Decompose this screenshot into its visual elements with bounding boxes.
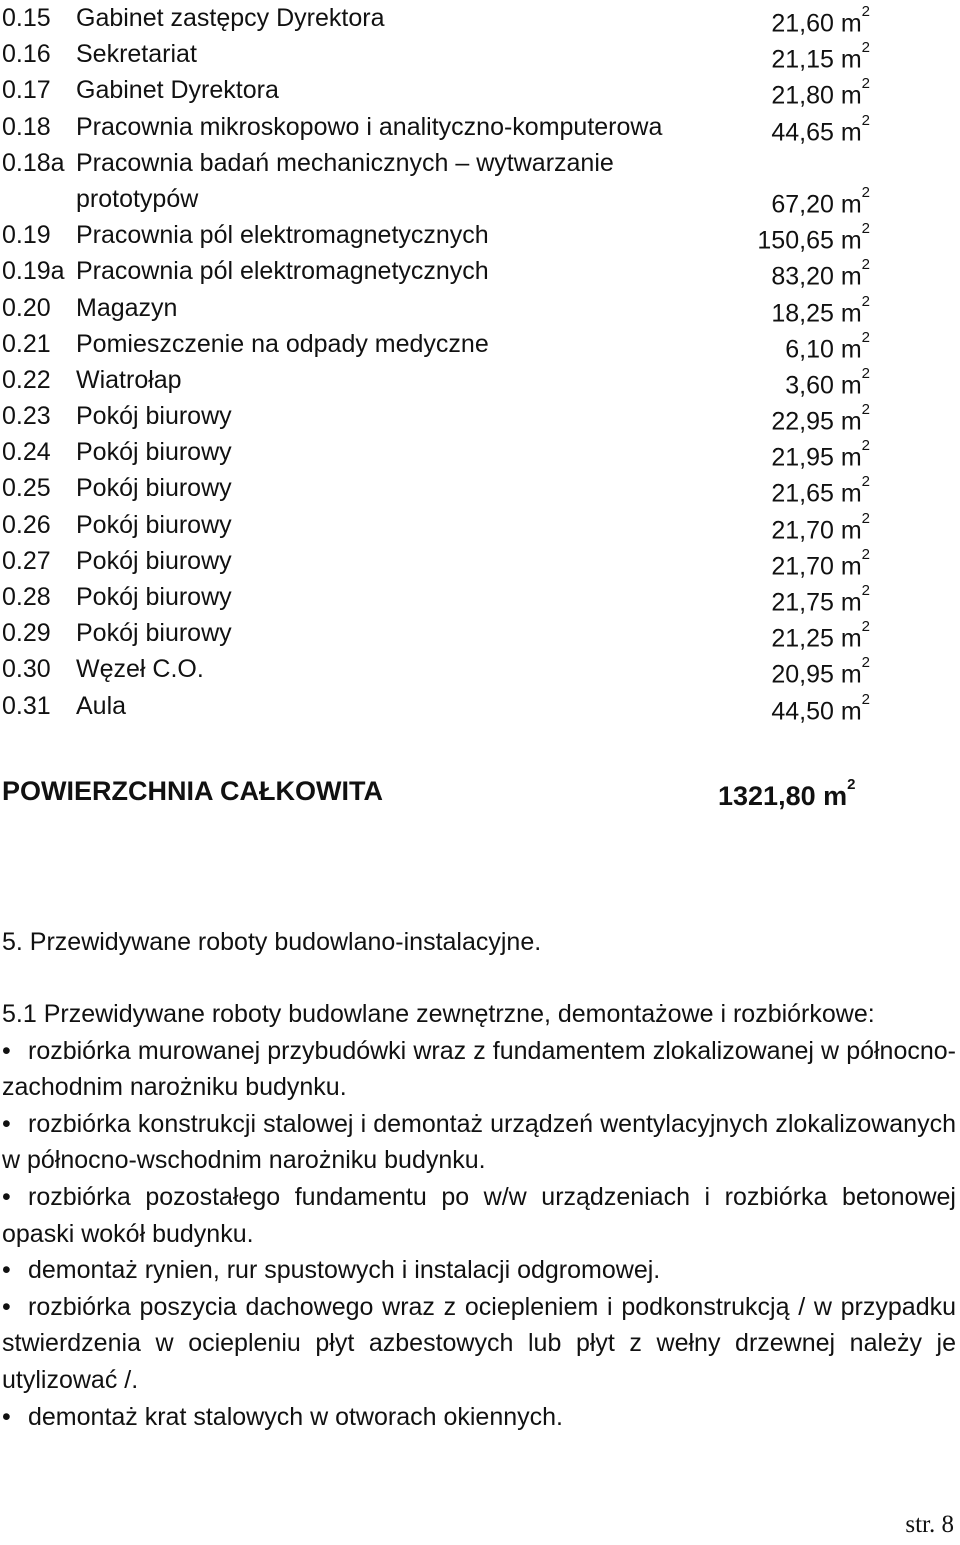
room-number: 0.26	[2, 510, 51, 539]
room-area: 21,80 $m^2$	[771, 75, 870, 110]
room-name: Pokój biurowy	[76, 402, 232, 431]
room-row	[0, 326, 900, 362]
room-row	[0, 615, 900, 651]
room-row	[0, 651, 900, 687]
room-row	[0, 253, 900, 289]
room-name: Pracownia badań mechanicznych – wytwarzanie	[76, 148, 614, 177]
room-name: Magazyn	[76, 293, 178, 322]
room-name: Aula	[76, 691, 127, 720]
room-area: 21,25 $m^2$	[771, 618, 870, 653]
room-area: 21,70 $m^2$	[771, 545, 870, 581]
section-body	[2, 996, 956, 1435]
room-name: Pracownia pól elektromagnetycznych	[76, 257, 489, 286]
room-number: 0.22	[2, 365, 51, 394]
bullet-item	[2, 1399, 956, 1436]
room-area: 67,20 $m^2$	[771, 183, 870, 219]
room-name: Pokój biurowy	[76, 546, 232, 575]
room-name: Pracownia mikroskopowo i analityczno-komputerowa	[76, 112, 663, 141]
bullet-item	[2, 1289, 956, 1399]
room-area: 21,75 $m^2$	[771, 582, 870, 617]
room-number: 0.28	[2, 583, 51, 611]
room-row	[0, 398, 900, 434]
room-row	[0, 688, 900, 724]
room-row	[0, 145, 900, 181]
room-name: Pokój biurowy	[76, 474, 232, 503]
room-area: 44,65 $m^2$	[771, 111, 870, 146]
room-number: 0.24	[2, 438, 51, 467]
bullet-symbol: •	[2, 1256, 11, 1285]
total-area-label: POWIERZCHNIA CAŁKOWITA	[2, 776, 383, 806]
room-area: 6,10 $m^2$	[785, 328, 870, 364]
room-number: 0.15	[2, 4, 51, 32]
room-area: 18,25 $m^2$	[771, 292, 870, 327]
room-number: 0.31	[2, 691, 51, 720]
room-area: 150,65 $m^2$	[757, 220, 870, 255]
room-name: Gabinet Dyrektora	[76, 76, 279, 105]
section-intro: 5.1 Przewidywane roboty budowlane zewnętrzne, demontażowe i rozbiórkowe:	[2, 1000, 875, 1028]
room-number: 0.29	[2, 619, 51, 648]
bullet-item	[2, 1106, 956, 1179]
bullet-symbol: •	[2, 1402, 11, 1431]
page-number: str. 8	[905, 1511, 954, 1538]
room-number: 0.18	[2, 112, 51, 141]
bullet-text: rozbiórka pozostałego fundamentu po w/w urządzeniach i rozbiórka betonowej opaski wokół budynku.	[2, 1182, 956, 1248]
room-row	[0, 362, 900, 398]
room-row	[0, 0, 900, 36]
room-number: 0.19a	[2, 257, 65, 286]
room-name: Pokój biurowy	[76, 510, 232, 539]
room-number: 0.16	[2, 40, 51, 69]
section-heading: 5. Przewidywane roboty budowlano-instalacyjne.	[2, 928, 542, 956]
room-row	[0, 217, 900, 253]
room-number: 0.17	[2, 76, 51, 105]
room-area: 22,95 $m^2$	[771, 401, 870, 436]
room-number: 0.21	[2, 329, 51, 358]
room-area: 3,60 $m^2$	[785, 364, 870, 400]
bullet-item	[2, 1179, 956, 1252]
bullet-symbol: •	[2, 1109, 11, 1138]
room-area: 21,70 $m^2$	[771, 509, 870, 544]
room-area: 44,50 $m^2$	[771, 690, 870, 725]
room-name: prototypów	[76, 184, 199, 213]
total-area-value: 1321,80 $m^2$	[718, 776, 856, 811]
room-number: 0.27	[2, 546, 51, 575]
room-number: 0.18a	[2, 148, 65, 177]
total-area-row	[0, 771, 900, 811]
room-number: 0.19	[2, 221, 51, 250]
bullet-symbol: •	[2, 1182, 11, 1211]
bullet-text: demontaż krat stalowych w otworach okiennych.	[28, 1402, 563, 1431]
room-row	[0, 434, 900, 470]
room-number: 0.23	[2, 402, 51, 431]
room-row	[0, 72, 900, 108]
room-area: 20,95 $m^2$	[771, 654, 870, 689]
room-area: 21,65 $m^2$	[771, 473, 870, 508]
room-area: 21,15 $m^2$	[771, 39, 870, 74]
bullet-item	[2, 1252, 956, 1289]
room-name: Sekretariat	[76, 40, 197, 69]
bullet-symbol: •	[2, 1036, 11, 1065]
room-area: 21,60 $m^2$	[771, 3, 870, 38]
room-name: Pokój biurowy	[76, 438, 232, 467]
room-number: 0.20	[2, 293, 51, 322]
room-row	[0, 470, 900, 506]
room-name: Pomieszczenie na odpady medyczne	[76, 329, 489, 358]
room-number: 0.25	[2, 474, 51, 503]
room-number: 0.30	[2, 655, 51, 684]
room-area: 21,95 $m^2$	[771, 437, 870, 472]
room-row	[0, 36, 900, 72]
room-row	[0, 543, 900, 579]
bullet-text: rozbiórka murowanej przybudówki wraz z fundamentem zlokalizowanej w północno-zachodnim narożniku budynku.	[2, 1036, 956, 1102]
room-row	[0, 181, 900, 217]
room-name: Pokój biurowy	[76, 583, 232, 611]
room-row	[0, 579, 900, 615]
room-name: Pokój biurowy	[76, 619, 232, 648]
room-row	[0, 290, 900, 326]
room-name: Gabinet zastępcy Dyrektora	[76, 4, 385, 32]
room-row	[0, 109, 900, 145]
room-name: Węzeł C.O.	[76, 655, 204, 684]
bullet-item	[2, 1033, 956, 1106]
room-name: Pracownia pól elektromagnetycznych	[76, 221, 489, 250]
room-list	[0, 0, 900, 724]
bullet-text: rozbiórka konstrukcji stalowej i demontaż urządzeń wentylacyjnych zlokalizowanych w północno-wschodnim narożniku budynku.	[2, 1109, 956, 1175]
bullet-text: demontaż rynien, rur spustowych i instalacji odgromowej.	[28, 1256, 661, 1285]
room-row	[0, 507, 900, 543]
bullet-list	[2, 1033, 956, 1436]
bullet-text: rozbiórka poszycia dachowego wraz z ociepleniem i podkonstrukcją / w przypadku stwierdzenia w ociepleniu płyt azbestowych lub płyt z wełny drzewnej należy je utylizować /.	[2, 1292, 956, 1394]
room-area: 83,20 $m^2$	[771, 256, 870, 291]
room-name: Wiatrołap	[76, 365, 182, 394]
bullet-symbol: •	[2, 1292, 11, 1321]
